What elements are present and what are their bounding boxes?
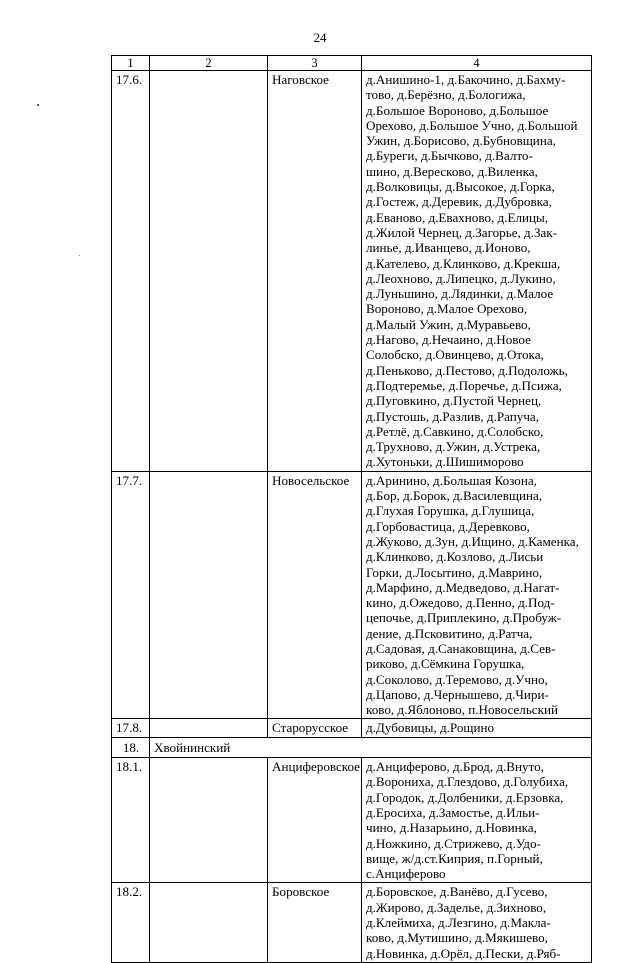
locality-line: д.Леохново, д.Липецко, д.Лукино, — [366, 270, 556, 286]
header-col-2: 2 — [150, 56, 268, 71]
locality-line: д.Кателево, д.Клинково, д.Крекша, — [366, 255, 561, 271]
locality-line: д.Луньшино, д.Лядинки, д.Малое — [366, 286, 554, 302]
localities-cell — [362, 883, 592, 962]
locality-line: д.Еваново, д.Евахново, д.Елицы, — [366, 209, 549, 225]
settlement-name: Старорусское — [268, 719, 362, 737]
locality-line: д.Клинково, д.Козлово, д.Лисьи — [366, 549, 544, 565]
locality-line: д.Аринино, д.Большая Козона, — [366, 472, 537, 488]
locality-line: Солобско, д.Овинцево, д.Отока, — [366, 347, 544, 363]
row-number: 17.7. — [112, 471, 150, 719]
locality-line: д.Горбовастица, д.Деревково, — [366, 518, 530, 534]
locality-line: кино, д.Ожедово, д.Пенно, д.Под- — [366, 595, 555, 611]
district-cell — [150, 471, 268, 719]
locality-line: д.Дубовицы, д.Рощино — [366, 720, 495, 736]
locality-line: Горки, д.Лосытино, д.Маврино, — [366, 564, 543, 580]
locality-line: д.Трухново, д.Ужин, д.Устрека, — [366, 439, 541, 455]
locality-line: д.Волковицы, д.Высокое, д.Горка, — [366, 179, 555, 195]
locality-line: д.Бор, д.Борок, д.Василевщина, — [366, 488, 543, 504]
header-col-4: 4 — [362, 56, 592, 71]
locality-line: д.Жилой Чернец, д.Загорье, д.Зак- — [366, 224, 558, 240]
locality-line: д.Ножкино, д.Стрижево, д.Удо- — [366, 835, 541, 851]
localities-cell — [362, 471, 592, 719]
row-number: 17.8. — [112, 719, 150, 737]
locality-line: д.Буреги, д.Бычково, д.Валто- — [366, 148, 533, 164]
district-cell — [150, 71, 268, 472]
locality-line: д.Ворониха, д.Глездово, д.Голубиха, — [366, 774, 569, 790]
locality-line: д.Жуково, д.Зун, д.Ищино, д.Каменка, — [366, 533, 579, 549]
settlements-table — [111, 55, 592, 963]
locality-line: д.Еросиха, д.Замостье, д.Ильи- — [366, 804, 540, 820]
locality-line: Ужин, д.Борисово, д.Бубновщина, — [366, 133, 556, 149]
table-row — [112, 471, 592, 719]
locality-line: Орехово, д.Большое Учно, д.Большой — [366, 117, 578, 133]
locality-line: ково, д.Яблоново, п.Новосельский — [366, 702, 558, 718]
locality-line: д.Малый Ужин, д.Муравьево, — [366, 316, 531, 332]
table-header-row — [112, 56, 592, 71]
locality-line: д.Подтеремье, д.Поречье, д.Псижа, — [366, 377, 562, 393]
settlement-name: Наговское — [268, 71, 362, 472]
district-cell — [150, 883, 268, 962]
locality-line: шино, д.Вересково, д.Виленка, — [366, 163, 538, 179]
header-col-1: 1 — [112, 56, 150, 71]
locality-line: чино, д.Назарьино, д.Новинка, — [366, 820, 537, 836]
locality-line: д.Пустошь, д.Разлив, д.Рапуча, — [366, 408, 539, 424]
locality-line: вище, ж/д.ст.Киприя, п.Горный, — [366, 850, 543, 866]
locality-line: д.Глухая Горушка, д.Глушица, — [366, 503, 535, 519]
locality-line: цепочье, д.Приплекино, д.Пробуж- — [366, 610, 562, 626]
locality-line: д.Цапово, д.Чернышево, д.Чири- — [366, 686, 549, 702]
locality-line: д.Городок, д.Долбеники, д.Ерзовка, — [366, 789, 564, 805]
settlement-name: Анциферовское — [268, 758, 362, 883]
margin-mark — [79, 255, 80, 256]
table-row — [112, 883, 592, 962]
row-number: 18.1. — [112, 758, 150, 883]
row-number: 17.6. — [112, 71, 150, 472]
locality-line: д.Марфино, д.Медведово, д.Нагат- — [366, 579, 560, 595]
locality-line: линье, д.Иванцево, д.Ионово, — [366, 240, 531, 256]
locality-line: д.Клеймиха, д.Лезгино, д.Макла- — [366, 915, 551, 931]
locality-line: д.Боровское, д.Ванёво, д.Гусево, — [366, 884, 548, 900]
row-number: 18.2. — [112, 883, 150, 962]
locality-line: д.Пуговкино, д.Пустой Чернец, — [366, 393, 542, 409]
margin-mark — [37, 104, 39, 106]
locality-line: д.Анциферово, д.Брод, д.Внуто, — [366, 759, 544, 775]
locality-line: д.Новинка, д.Орёл, д.Пески, д.Ряб- — [366, 945, 561, 961]
locality-line: риково, д.Сёмкина Горушка, — [366, 656, 525, 672]
locality-line: тово, д.Берёзно, д.Бологижа, — [366, 87, 526, 103]
locality-line: д.Садовая, д.Санаковщина, д.Сев- — [366, 640, 556, 656]
district-cell — [150, 719, 268, 737]
page-number: 24 — [313, 30, 327, 45]
locality-line: д.Нагово, д.Нечаино, д.Новое — [366, 332, 531, 348]
table-row — [112, 71, 592, 472]
locality-line: д.Пеньково, д.Пестово, д.Подоложь, — [366, 362, 568, 378]
locality-line: д.Соколово, д.Теремово, д.Учно, — [366, 671, 548, 687]
header-col-3: 3 — [268, 56, 362, 71]
locality-line: д.Гостеж, д.Деревик, д.Дубровка, — [366, 194, 552, 210]
locality-line: д.Большое Вороново, д.Большое — [366, 102, 549, 118]
localities-cell — [362, 758, 592, 883]
localities-cell — [362, 719, 592, 737]
table-row — [112, 758, 592, 883]
settlement-name: Новосельское — [268, 471, 362, 719]
locality-line: ково, д.Мутишино, д.Мякишево, — [366, 930, 548, 946]
localities-cell — [362, 71, 592, 472]
locality-line: Вороново, д.Малое Орехово, — [366, 301, 528, 317]
district-row — [112, 737, 592, 757]
district-cell — [150, 758, 268, 883]
locality-line: д.Жирово, д.Заделье, д.Зихново, — [366, 899, 547, 915]
settlement-name: Боровское — [268, 883, 362, 962]
district-name: Хвойнинский — [150, 737, 592, 757]
locality-line: д.Анишино-1, д.Бакочино, д.Бахму- — [366, 72, 566, 87]
row-number: 18. — [112, 737, 150, 757]
locality-line: д.Ретлё, д.Савкино, д.Солобско, — [366, 423, 544, 439]
locality-line: с.Анциферово — [366, 866, 446, 882]
table-row — [112, 719, 592, 737]
locality-line: дение, д.Псковитино, д.Ратча, — [366, 625, 533, 641]
locality-line: д.Хутоньки, д.Шишиморово — [366, 454, 524, 470]
